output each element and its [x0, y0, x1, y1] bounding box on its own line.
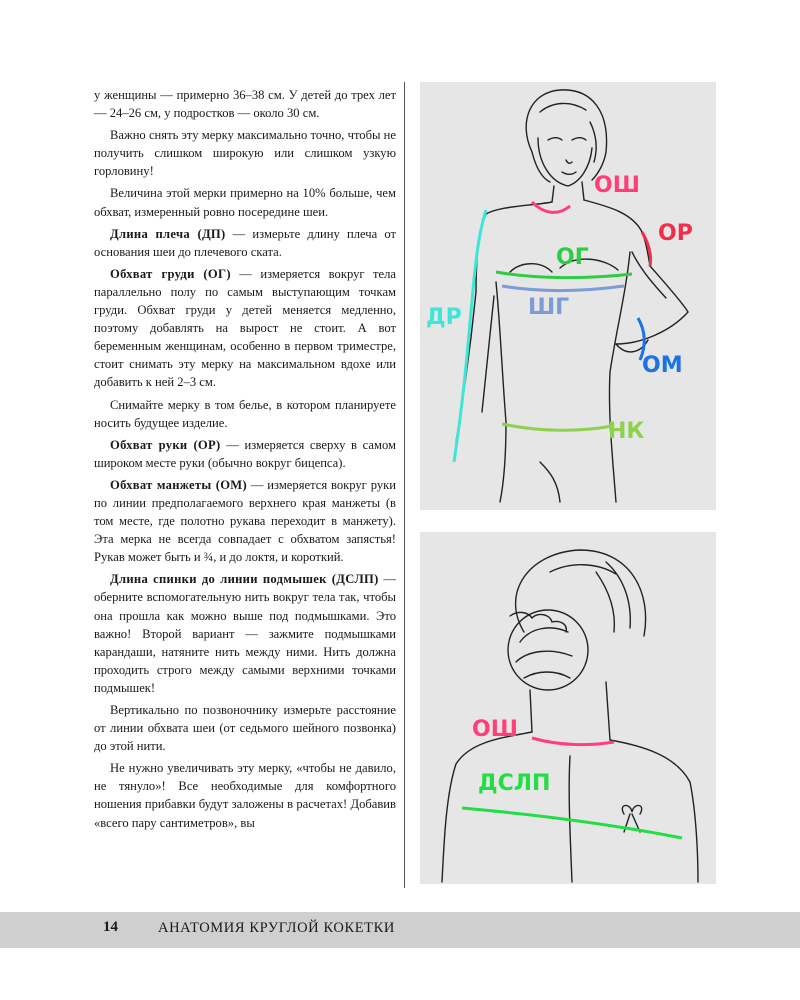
arm-length-line — [454, 210, 486, 462]
term-shoulder-length: Длина плеча (ДП) — [110, 226, 226, 241]
label-osh: ОШ — [594, 173, 640, 198]
paragraph — [94, 476, 396, 566]
term-back-length: Длина спинки до линии подмышек (ДСЛП) — [110, 572, 379, 587]
label-og: ОГ — [556, 245, 589, 270]
label-nk: НК — [608, 419, 645, 444]
back-figure-panel — [420, 532, 716, 884]
term-arm-girth: Обхват руки (ОР) — [110, 437, 221, 452]
label-dslp: ДСЛП — [478, 771, 551, 796]
label-or: ОР — [658, 221, 693, 246]
paragraph: Важно снять эту мерку максимально точно, чтобы не получить слишком широкую или слишком узкую горловину! — [94, 128, 396, 179]
chest-width-line — [502, 286, 624, 291]
paragraph — [94, 570, 396, 697]
back-figure-illustration — [420, 532, 716, 884]
back-neck-girth-line — [532, 738, 614, 745]
paragraph: Не нужно увеличивать эту мерку, «чтобы не давило, не тянуло»! Все необходимые для комфортного ношения прибавки будут заложены в расчетах! Добавив «всего пару сантиметров», вы — [94, 761, 396, 830]
hip-line — [502, 424, 612, 430]
figure-outline — [456, 90, 688, 502]
paragraph: у женщины — примерно 36–38 см. У детей до трех лет — 24–26 см, у подростков — около 30 см. — [94, 88, 396, 121]
definition: — измеряется сверху в самом широком месте руки (обычно вокруг бицепса). — [94, 437, 396, 470]
term-chest-girth: Обхват груди (ОГ) — [110, 266, 231, 281]
chest-girth-line — [496, 272, 632, 278]
back-underarm-line — [462, 808, 682, 838]
paragraph — [94, 225, 396, 261]
term-cuff-girth: Обхват манжеты (ОМ) — [110, 477, 247, 492]
paragraph — [94, 436, 396, 472]
definition: — оберните вспомогательную нить вокруг тела так, чтобы она прошла как можно выше под подмышками. Это важно! Второй вариант — зажмите подмышками карандаши, натяните нить между ними. Нить должна проходить строго между самыми верхними точками подмышек! — [94, 572, 396, 695]
paragraph — [94, 265, 396, 392]
figure-outline — [442, 550, 698, 882]
page-footer — [0, 912, 800, 948]
paragraph: Вертикально по позвоночнику измерьте расстояние от линии обхвата шеи (от седьмого шейного позвонка) до этой нити. — [94, 703, 396, 754]
front-figure-illustration — [420, 82, 716, 510]
definition: — измеряется вокруг руки по линии предполагаемого верхнего края манжеты (в том месте, где полотно рукава переходит в манжету). Эта мерка не всегда совпадает с обхватом запястья! Рукав может быть и ¾, и до локтя, и короткий. — [94, 477, 396, 565]
body-text-column — [94, 86, 396, 836]
label-om: ОМ — [642, 353, 683, 378]
label-shg: ШГ — [528, 295, 570, 320]
label-osh-back: ОШ — [472, 717, 518, 742]
paragraph: Снимайте мерку в том белье, в котором планируете носить будущее изделие. — [94, 397, 396, 430]
label-dr: ДР — [426, 305, 462, 330]
definition: — измерьте длину плеча от основания шеи до плечевого ската. — [94, 226, 396, 259]
definition: — измеряется вокруг тела параллельно полу по самым выступающим точкам груди. Обхват груди у детей меняется медленно, поэтому добавлять на вырост не стоит. А вот беременным женщинам, особенно в первом триместре, стоит снимать эту мерку на максимальном вдохе или добавить к ней 2–3 см. — [94, 266, 396, 390]
front-figure-panel — [420, 82, 716, 510]
page-number: 14 — [103, 919, 118, 935]
column-divider — [404, 82, 405, 888]
paragraph: Величина этой мерки примерно на 10% больше, чем обхват, измеренный ровно посередине шеи. — [94, 186, 396, 219]
running-title: АНАТОМИЯ КРУГЛОЙ КОКЕТКИ — [158, 920, 395, 936]
